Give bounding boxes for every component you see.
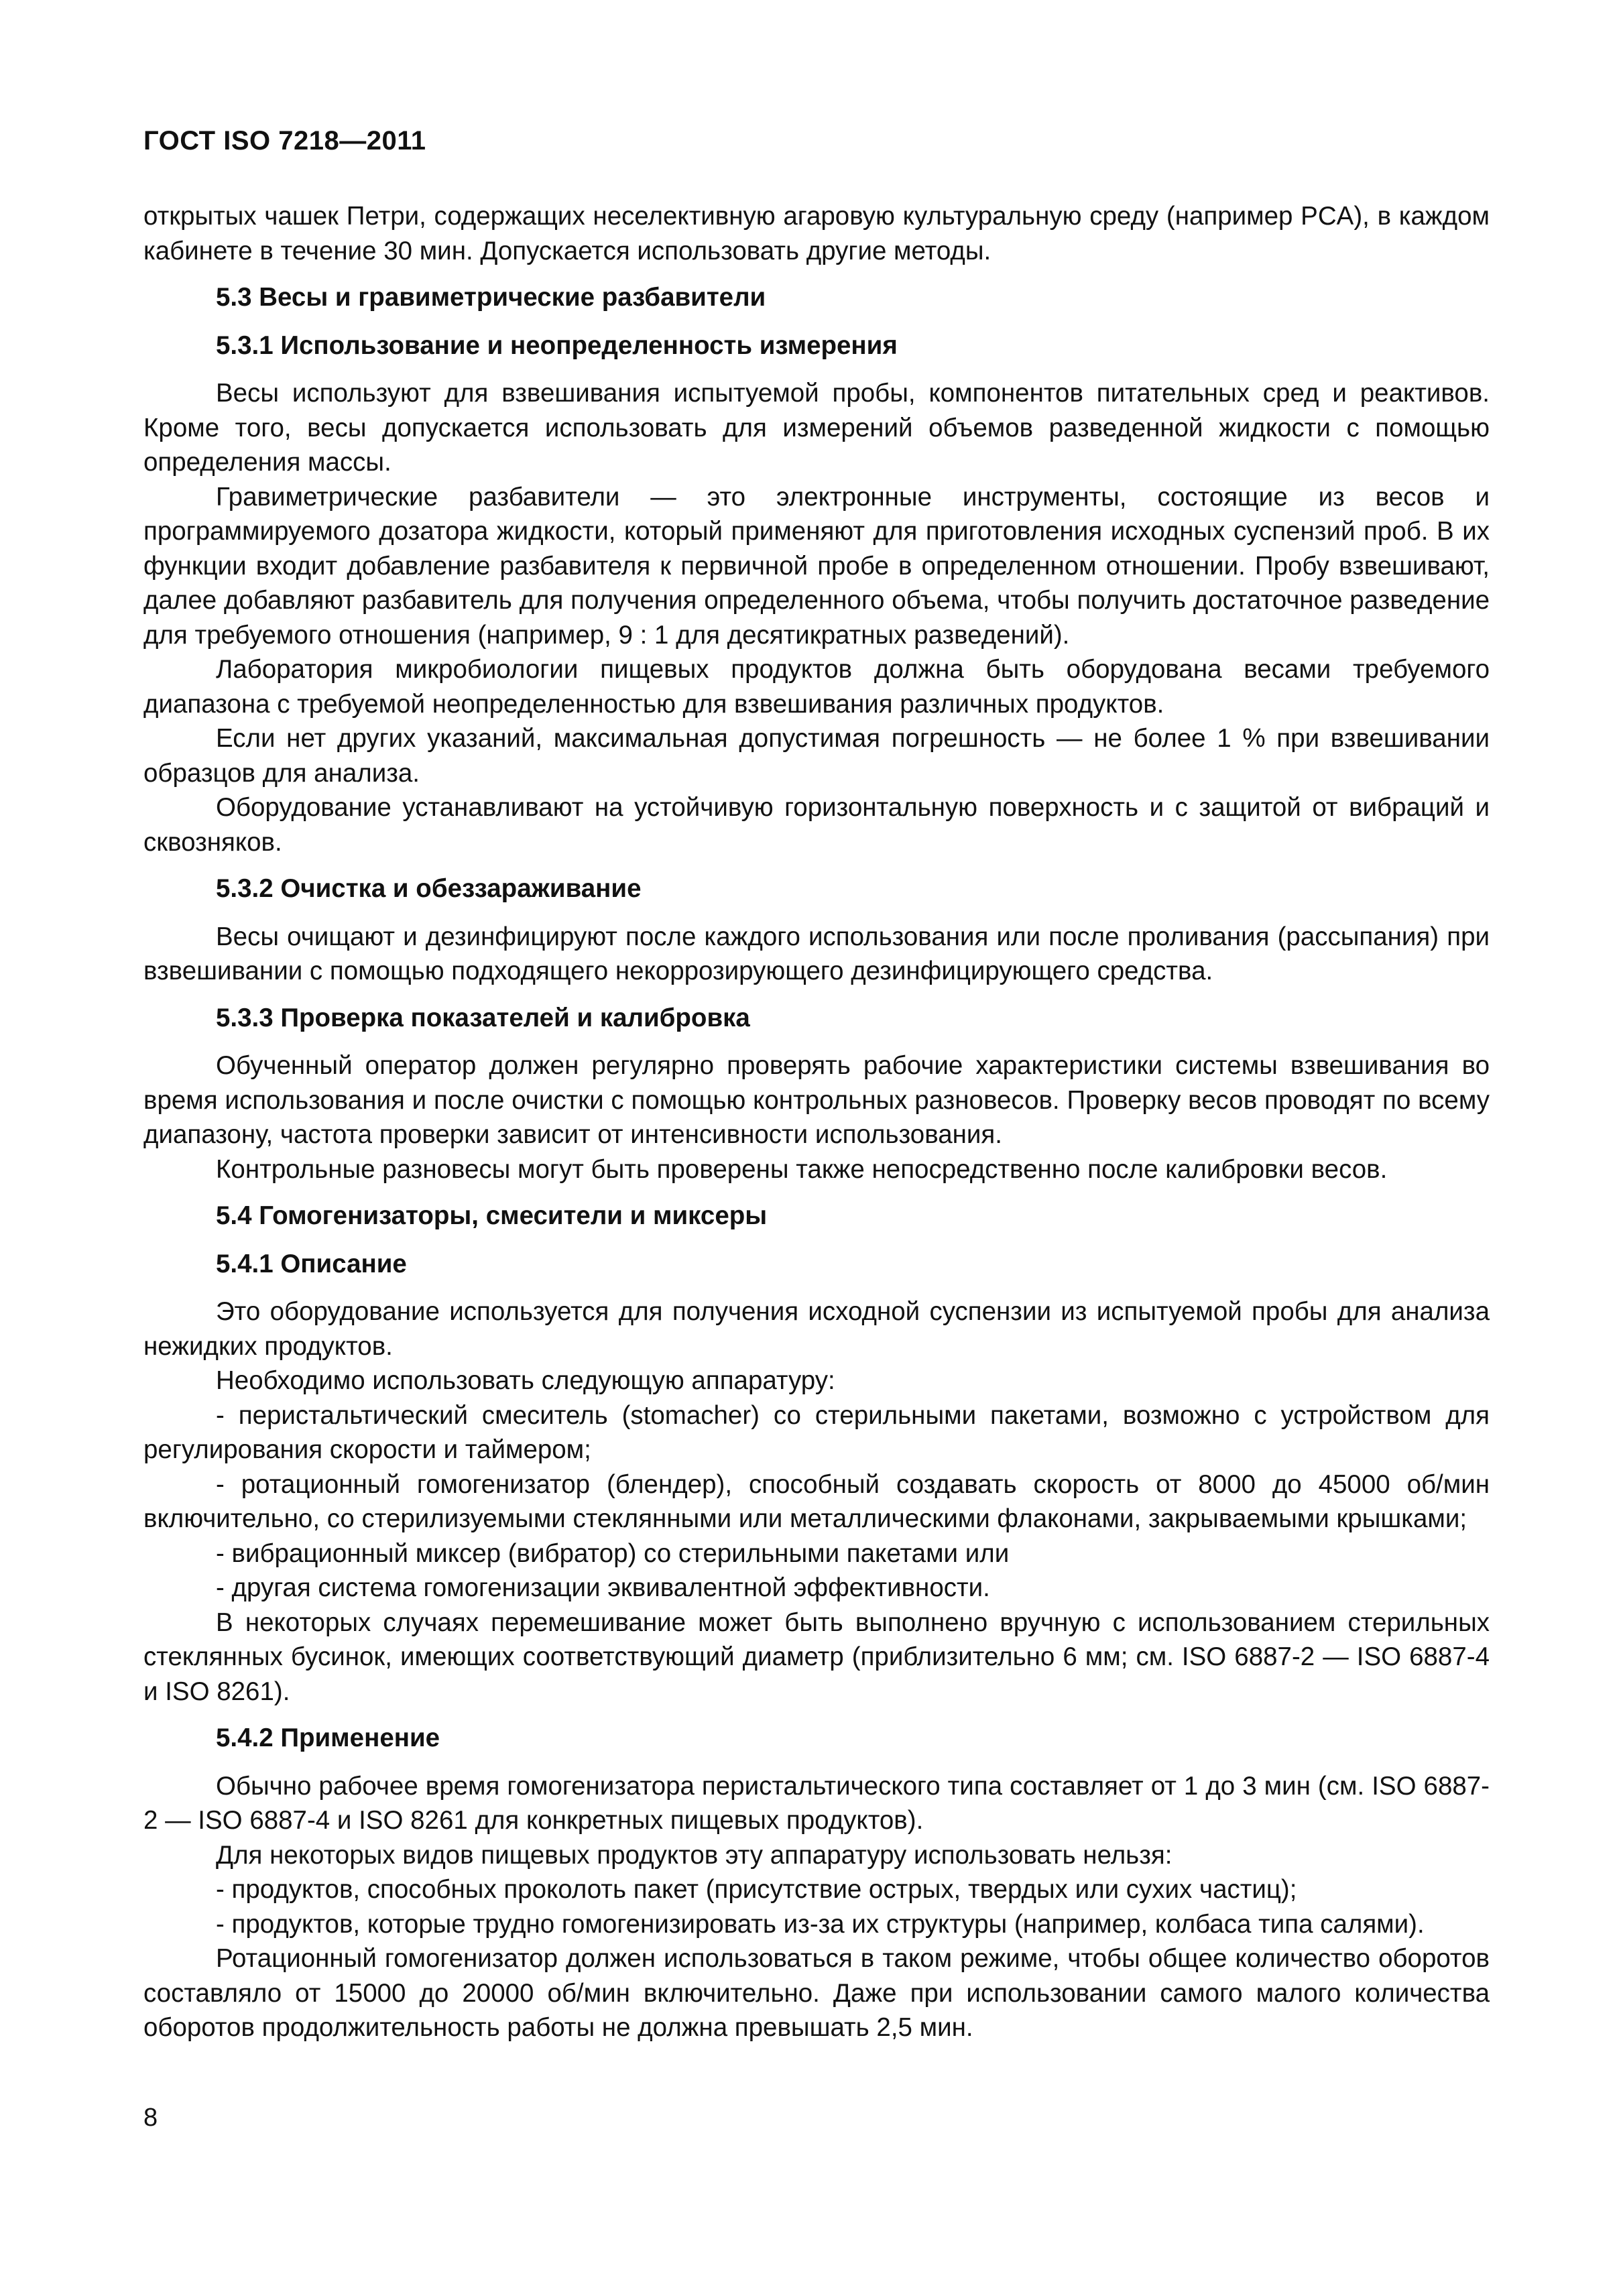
paragraph: Обычно рабочее время гомогенизатора перистальтического типа составляет от 1 до 3 мин (см. ISO 6887-2 — ISO 6887-4 и ISO 8261 для конкретных пищевых продуктов). <box>143 1771 1490 1835</box>
paragraph: открытых чашек Петри, содержащих неселективную агаровую культуральную среду (например PCA), в каждом кабинете в течение 30 мин. Допускается использовать другие методы. <box>143 202 1490 265</box>
paragraph: Это оборудование используется для получения исходной суспензии из испытуемой пробы для анализа нежидких продуктов. <box>143 1297 1490 1361</box>
section-heading: 5.4.2 Применение <box>216 1724 440 1752</box>
section-heading: 5.3.2 Очистка и обеззараживание <box>216 874 642 903</box>
paragraph: Обученный оператор должен регулярно проверять рабочие характеристики системы взвешивания во время использования и после очистки с помощью контрольных разновесов. Проверку весов проводят по всему диапазону, частота проверки зависит от интенсивности использования. <box>143 1051 1490 1149</box>
section-heading: 5.3.3 Проверка показателей и калибровка <box>216 1003 750 1032</box>
paragraph: - другая система гомогенизации эквивалентной эффективности. <box>216 1573 990 1602</box>
paragraph: - продуктов, способных проколоть пакет (присутствие острых, твердых или сухих частиц); <box>216 1875 1297 1904</box>
paragraph: Весы очищают и дезинфицируют после каждого использования или после проливания (рассыпания) при взвешивании с помощью подходящего некоррозирующего дезинфицирующего средства. <box>143 922 1490 985</box>
section-heading: 5.3.1 Использование и неопределенность измерения <box>216 330 898 360</box>
paragraph: Ротационный гомогенизатор должен использоваться в таком режиме, чтобы общее количество оборотов составляло от 15000 до 20000 об/мин включительно. Даже при использовании самого малого количества оборотов продолжительность работы не должна превышать 2,5 мин. <box>143 1944 1490 2042</box>
paragraph: В некоторых случаях перемешивание может быть выполнено вручную с использованием стерильных стеклянных бусинок, имеющих соответствующий диаметр (приблизительно 6 мм; см. ISO 6887-2 — ISO 6887-4 и ISO 8261). <box>143 1608 1490 1706</box>
paragraph: Если нет других указаний, максимальная допустимая погрешность — не более 1 % при взвешивании образцов для анализа. <box>143 724 1490 788</box>
paragraph: Весы используют для взвешивания испытуемой пробы, компонентов питательных сред и реактивов. Кроме того, весы допускается использовать для измерений объемов разведенной жидкости с помощью определения массы. <box>143 379 1490 477</box>
section-heading: 5.4 Гомогенизаторы, смесители и миксеры <box>216 1201 768 1230</box>
paragraph: Контрольные разновесы могут быть проверены также непосредственно после калибровки весов. <box>216 1154 1388 1184</box>
paragraph: - перистальтический смеситель (stomacher) со стерильными пакетами, возможно с устройством для регулирования скорости и таймером; <box>143 1400 1490 1464</box>
paragraph: Для некоторых видов пищевых продуктов эту аппаратуру использовать нельзя: <box>216 1840 1173 1870</box>
paragraph: Гравиметрические разбавители — это электронные инструменты, состоящие из весов и программируемого дозатора жидкости, который применяют для приготовления исходных суспензий проб. В их функции входит добавление разбавителя к первичной пробе в определенном отношении. Пробу взвешивают, далее добавляют разбавитель для получения определенного объема, чтобы получить достаточное разведение для требуемого отношения (например, 9 : 1 для десятикратных разведений). <box>143 482 1490 650</box>
document-header: ГОСТ ISO 7218—2011 <box>143 126 426 156</box>
paragraph: - продуктов, которые трудно гомогенизировать из-за их структуры (например, колбаса типа салями). <box>216 1909 1425 1939</box>
document-body <box>143 199 1490 2045</box>
paragraph: Лаборатория микробиологии пищевых продуктов должна быть оборудована весами требуемого диапазона с требуемой неопределенностью для взвешивания различных продуктов. <box>143 655 1490 719</box>
page-number: 8 <box>143 2104 158 2132</box>
paragraph: Оборудование устанавливают на устойчивую горизонтальную поверхность и с защитой от вибраций и сквозняков. <box>143 793 1490 857</box>
section-heading: 5.3 Весы и гравиметрические разбавители <box>216 283 766 312</box>
paragraph: - ротационный гомогенизатор (блендер), способный создавать скорость от 8000 до 45000 об/мин включительно, со стерилизуемыми стеклянными или металлическими флаконами, закрываемыми крышками; <box>143 1469 1490 1533</box>
paragraph: Необходимо использовать следующую аппаратуру: <box>216 1366 835 1395</box>
section-heading: 5.4.1 Описание <box>216 1249 407 1278</box>
paragraph: - вибрационный миксер (вибратор) со стерильными пакетами или <box>216 1538 1010 1568</box>
